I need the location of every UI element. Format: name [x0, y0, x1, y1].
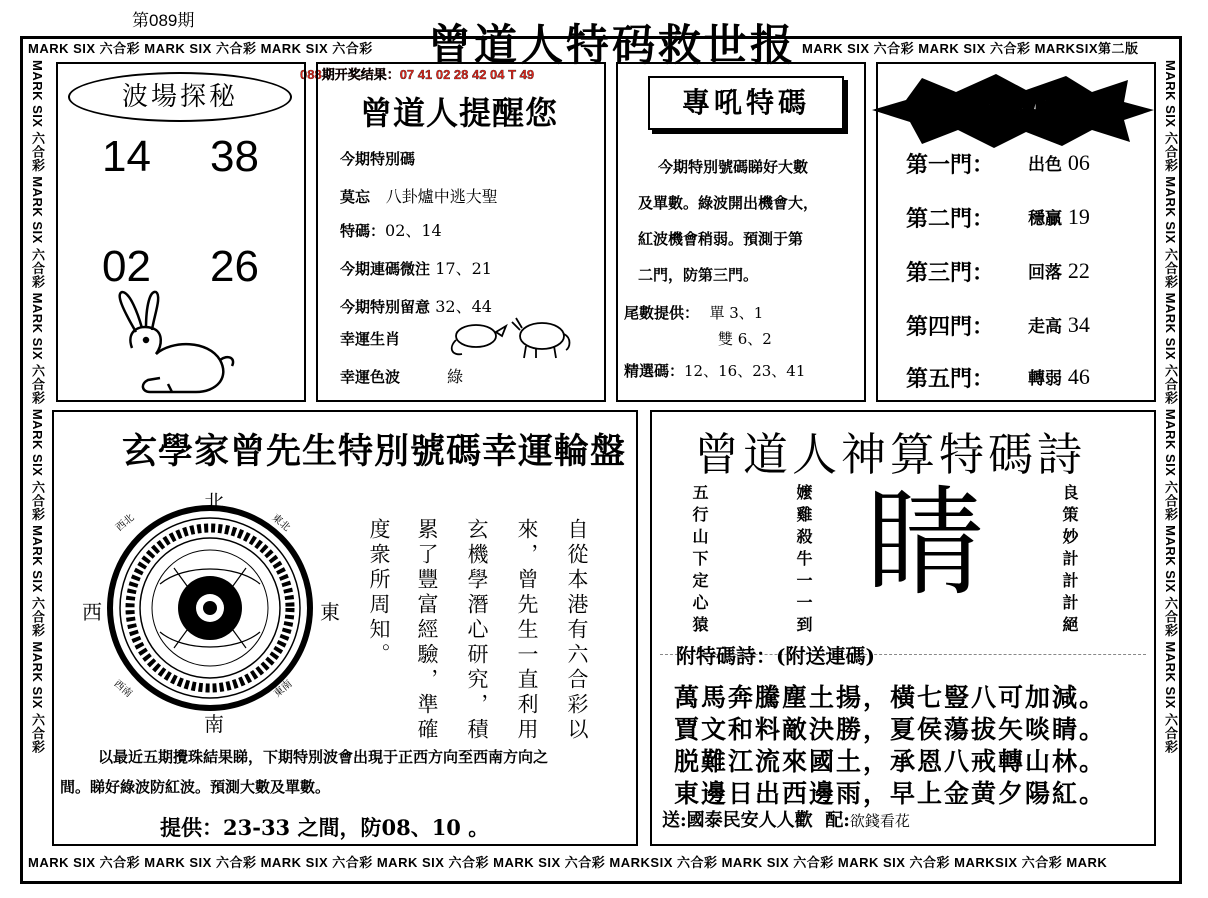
mark-six-band-top-right: MARK SIX 六合彩 MARK SIX 六合彩 MARKSIX第二版 [802, 41, 1139, 56]
rabbit-icon [112, 288, 242, 400]
wheel-text-column: 累了豐富經驗，準確 [415, 518, 439, 743]
tail-number-line: 尾數提供： 單 3、1 [624, 304, 764, 322]
poem-column: 良策妙計計計絕 [1060, 484, 1079, 638]
wheel-note-line: 以最近五期攪珠結果睇，下期特別波會出現于正西方向至西南方向之 [98, 748, 549, 766]
compass-northwest: 西北 [114, 512, 137, 534]
poem-title: 曾道人神算特碼詩 [694, 428, 1087, 481]
reminder-row: 今期連碼微注 17、21 [340, 259, 492, 278]
issue-number: 第089期 [132, 11, 195, 30]
wave-number-1: 14 [102, 132, 151, 181]
rat-ox-icon [446, 308, 576, 360]
poem-line: 賈文和料敵決勝，夏侯蕩拔矢啖睛。 [674, 715, 1107, 744]
compass-west: 西 [82, 600, 102, 624]
wheel-text-column: 來，曾先生一直利用 [515, 518, 539, 743]
poem-label: 附特碼詩：(附送連碼) [676, 644, 875, 668]
compass-north: 北 [204, 490, 224, 514]
selected-code-line: 精選碼：12、16、23、41 [624, 362, 806, 380]
poem-line: 萬馬奔騰塵土揚，橫七豎八可加減。 [674, 683, 1107, 712]
gate-value: 走高 34 [1028, 312, 1090, 337]
newspaper-title: 曾道人特码救世报 [428, 21, 796, 71]
special-text-line: 二門，防第三門。 [638, 266, 759, 284]
wheel-note-line: 間。睇好綠波防紅波。預測大數及單數。 [60, 778, 331, 796]
wave-number-4: 26 [210, 242, 259, 291]
special-text-line: 及單數。綠波開出機會大， [638, 194, 819, 212]
wave-number-3: 02 [102, 242, 151, 291]
wheel-provide-line: 提供：23-33 之間，防08、10 。 [160, 815, 490, 840]
poem-column: 嬤雞殺牛一一到 [794, 484, 813, 638]
gate-value: 出色 06 [1028, 150, 1090, 175]
reminder-row: 今期特別碼 [340, 150, 416, 168]
tail-number-double: 雙 6、2 [718, 330, 772, 348]
last-draw-result: 088期开奖结果：07 41 02 28 42 04 T 49 [300, 67, 535, 82]
poem-big-character: 睛 [866, 474, 985, 612]
compass-east: 東 [320, 600, 340, 624]
gate-label: 第四門： [906, 314, 995, 340]
compass-southeast: 東南 [272, 678, 295, 700]
gate-label: 第三門： [906, 260, 995, 286]
poem-column: 五行山下定心猿 [690, 484, 709, 638]
wave-title: 波場探秘 [68, 72, 292, 122]
poem-line: 脱難江流來國土，承恩八戒轉山林。 [674, 747, 1107, 776]
reminder-row: 今期特別留意 32、44 [340, 297, 492, 316]
reminder-row: 幸運生肖 [340, 330, 401, 348]
gate-value: 回落 22 [1028, 258, 1090, 283]
reminder-row: 莫忘 八卦爐中逃大聖 [340, 187, 498, 206]
wheel-text-column: 度衆所周知。 [367, 518, 391, 668]
reminder-row: 幸運色波 綠 [340, 367, 464, 386]
special-code-title: 專吼特碼 [648, 76, 844, 130]
compass-south: 南 [204, 712, 224, 736]
gate-value: 穩贏 19 [1028, 204, 1090, 229]
mark-six-band-left: MARK SIX 六合彩 MARK SIX 六合彩 MARK SIX 六合彩 MARK SIX 六合彩 MARK SIX 六合彩 MARK SIX 六合彩 [30, 60, 45, 754]
gate-label: 第一門： [906, 152, 995, 178]
mark-six-band-top-left: MARK SIX 六合彩 MARK SIX 六合彩 MARK SIX 六合彩 [28, 41, 373, 56]
reminder-title: 曾道人提醒您 [360, 94, 559, 132]
gate-analysis-title: 門類分析 [926, 92, 1063, 130]
wheel-text-column: 自從本港有六合彩以 [565, 518, 589, 743]
wheel-text-column: 玄機學潛心研究，積 [465, 518, 489, 743]
compass-northeast: 東北 [269, 512, 292, 534]
gate-label: 第二門： [906, 206, 995, 232]
mark-six-band-right: MARK SIX 六合彩 MARK SIX 六合彩 MARK SIX 六合彩 MARK SIX 六合彩 MARK SIX 六合彩 MARK SIX 六合彩 [1163, 60, 1178, 754]
poem-line: 東邊日出西邊雨，早上金黄夕陽紅。 [674, 779, 1107, 808]
mark-six-band-bottom: MARK SIX 六合彩 MARK SIX 六合彩 MARK SIX 六合彩 MARK SIX 六合彩 MARK SIX 六合彩 MARKSIX 六合彩 MARK SIX 六合彩 MARK SIX 六合彩 MARKSIX 六合彩 MARK [28, 855, 1108, 870]
reminder-row: 特碼：02、14 [340, 221, 442, 240]
poem-send-line: 送:國泰民安人人歡 配:欲錢看花 [662, 810, 910, 831]
wave-number-2: 38 [210, 132, 259, 181]
gate-value: 轉弱 46 [1028, 364, 1090, 389]
special-text-line: 今期特別號碼睇好大數 [658, 158, 809, 176]
lucky-wheel-title: 玄學家曾先生特別號碼幸運輪盤 [122, 431, 627, 472]
gate-label: 第五門： [906, 366, 995, 392]
compass-southwest: 西南 [111, 678, 134, 700]
special-text-line: 紅波機會稍弱。預測于第 [638, 230, 804, 248]
